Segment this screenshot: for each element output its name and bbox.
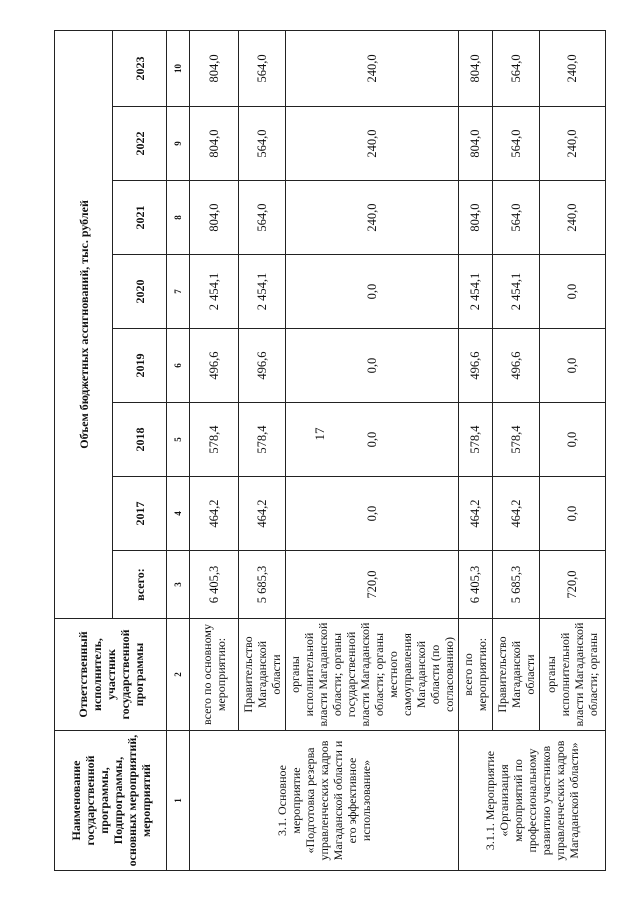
cell-value: 804,0 [190,107,238,181]
header-year: 2022 [113,107,167,181]
cell-value: 464,2 [190,477,238,551]
cell-total: 6 405,3 [459,551,492,619]
cell-value: 804,0 [459,30,492,106]
budget-table [54,30,606,871]
header-year: 2019 [113,329,167,403]
header-year: 2023 [113,30,167,106]
cell-total: 5 685,3 [238,551,285,619]
cell-value: 0,0 [285,477,459,551]
table-row [459,30,492,870]
row-executor: всего по мероприятию: [459,619,492,731]
index-cell: 7 [167,255,190,329]
cell-value: 578,4 [492,403,539,477]
cell-value: 2 454,1 [492,255,539,329]
cell-value: 0,0 [539,255,605,329]
row-name: 3.1. Основное мероприятие «Подготовка резерва управленческих кадров Магаданской области и его эффективное использование» [190,731,459,871]
cell-value: 564,0 [492,181,539,255]
cell-value: 564,0 [238,181,285,255]
cell-total: 5 685,3 [492,551,539,619]
index-cell: 5 [167,403,190,477]
cell-value: 0,0 [285,403,459,477]
cell-value: 804,0 [459,107,492,181]
row-executor: Правительство Магаданской области [492,619,539,731]
cell-value: 464,2 [238,477,285,551]
cell-value: 578,4 [190,403,238,477]
cell-value: 240,0 [285,30,459,106]
header-name: Наименование государственной программы, Подпрограммы, основных мероприятий, мероприятий [55,731,167,871]
cell-value: 804,0 [459,181,492,255]
cell-value: 240,0 [539,181,605,255]
cell-value: 464,2 [492,477,539,551]
row-executor: всего по основному мероприятию: [190,619,238,731]
index-cell: 8 [167,181,190,255]
header-total: всего: [113,551,167,619]
cell-value: 804,0 [190,181,238,255]
cell-value: 240,0 [285,181,459,255]
cell-value: 496,6 [459,329,492,403]
row-executor: органы исполнительной власти Магаданской области; органы [539,619,605,731]
index-cell: 1 [167,731,190,871]
header-year: 2017 [113,477,167,551]
row-executor: органы исполнительной власти Магаданской области; органы государственной власти Магаданской области; органы местного самоуправления Магаданской области (по согласованию) [285,619,459,731]
index-cell: 4 [167,477,190,551]
header-budget: Объем бюджетных ассигнований, тыс. рублей [55,30,113,618]
index-cell: 9 [167,107,190,181]
cell-value: 2 454,1 [238,255,285,329]
cell-total: 720,0 [285,551,459,619]
cell-value: 496,6 [492,329,539,403]
index-cell: 2 [167,619,190,731]
header-year: 2020 [113,255,167,329]
rotated-table-container [54,31,606,871]
cell-value: 0,0 [285,255,459,329]
cell-value: 564,0 [492,30,539,106]
cell-value: 564,0 [238,30,285,106]
cell-value: 0,0 [285,329,459,403]
cell-value: 564,0 [238,107,285,181]
cell-value: 240,0 [539,30,605,106]
header-year: 2018 [113,403,167,477]
cell-value: 0,0 [539,329,605,403]
cell-total: 720,0 [539,551,605,619]
cell-value: 240,0 [285,107,459,181]
header-year: 2021 [113,181,167,255]
cell-value: 564,0 [492,107,539,181]
row-executor: Правительство Магаданской области [238,619,285,731]
cell-value: 2 454,1 [459,255,492,329]
cell-value: 464,2 [459,477,492,551]
page-number: 17 [312,427,327,441]
cell-value: 2 454,1 [190,255,238,329]
header-executor: Ответственный исполнитель, участник государственной программы [55,619,167,731]
table-row [190,30,238,870]
cell-value: 0,0 [539,477,605,551]
index-cell: 6 [167,329,190,403]
index-cell: 3 [167,551,190,619]
cell-value: 240,0 [539,107,605,181]
row-name: 3.1.1. Мероприятие «Организация мероприятий по профессиональному развитию участников управленческих кадров Магаданской области» [459,731,606,871]
cell-total: 6 405,3 [190,551,238,619]
cell-value: 0,0 [539,403,605,477]
index-cell: 10 [167,30,190,106]
cell-value: 578,4 [459,403,492,477]
cell-value: 578,4 [238,403,285,477]
cell-value: 804,0 [190,30,238,106]
cell-value: 496,6 [190,329,238,403]
cell-value: 496,6 [238,329,285,403]
